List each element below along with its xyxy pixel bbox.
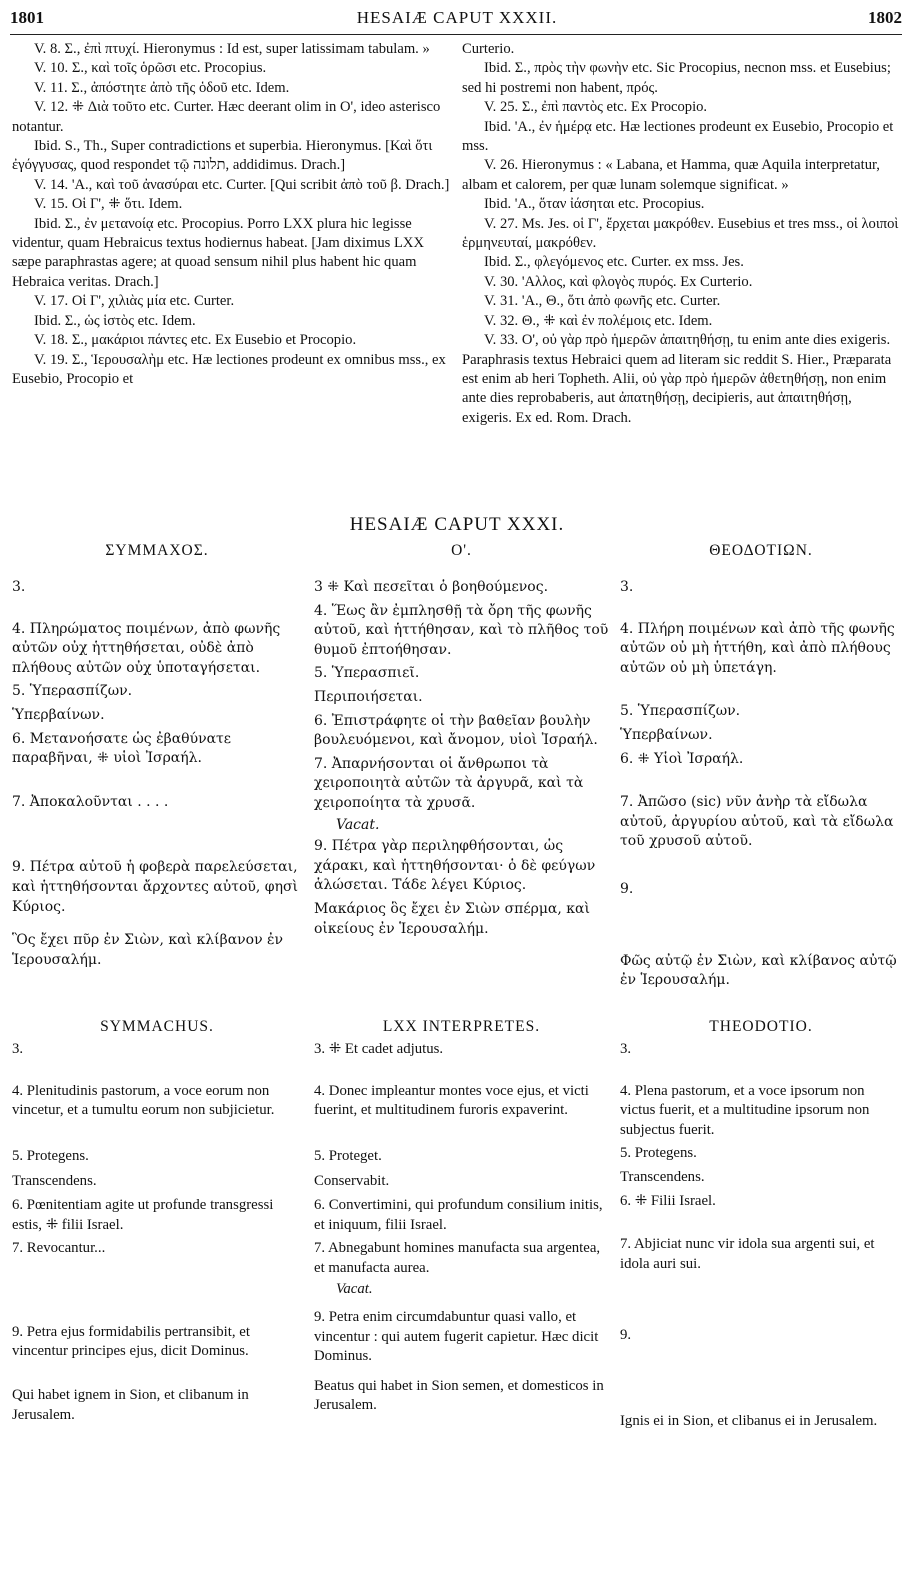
verse: 9. Petra ejus formidabilis pertransibit, et vincentur principes ejus, dicit Dominus.: [12, 1323, 250, 1360]
verse: 4. Donec impleantur montes voce ejus, et victi fuerint, et multitudinem furoris expaverint.: [314, 1082, 589, 1119]
running-title: HESAIÆ CAPUT XXXII.: [356, 8, 558, 27]
verse: 7. Abnegabunt homines manufacta sua argentea, et manufacta aurea.: [314, 1240, 601, 1276]
latin-head-theodotion: THEODOTIO.: [709, 1018, 813, 1035]
verse: 3 ⁜ Καὶ πεσεῖται ὁ βοηθούμενος.: [314, 579, 549, 595]
verse: Ὃς ἔχει πῦρ ἐν Σιὼν, καὶ κλίβανον ἐν Ἱερουσαλήμ.: [12, 932, 284, 968]
notes-column-right: [462, 40, 902, 428]
note: Ibid. Σ., πρὸς τὴν φωνὴν etc. Sic Procopius, necnon mss. et Eusebius; sed hi postremi non habent, πρός.: [462, 60, 891, 96]
note: V. 33. O', οὐ γὰρ πρὸ ἡμερῶν ἀπαιτηθήσῃ, tu enim ante dies exigeris. Paraphrasis textus Hebraici quem ad literam sic reddit S. Hier., Præparata est enim ab heri Topheth. Alii, οὐ γὰρ πρὸ ἡμερῶν ἀθετηθήσῃ, non enim ante dies reprobaberis, aut ἀπατηθήσῃ, decipieris, aut ἀπαιτηθήσῃ, exigeris. Ex ed. Rom. Drach.: [462, 332, 892, 426]
verse: 7. Ἀπῶσο (sic) νῦν ἀνὴρ τὰ εἴδωλα αὐτοῦ, ἀργυρίου αὐτοῦ, καὶ τὰ εἴδωλα τοῦ χρυσοῦ αὐτοῦ.: [620, 794, 894, 850]
verse: 3.: [620, 1041, 632, 1057]
verse: 3.: [620, 579, 634, 595]
running-header: [0, 8, 914, 32]
verse: 9. Πέτρα γὰρ περιληφθήσονται, ὡς χάρακι, καὶ ἡττηθήσονται· ὁ δὲ φεύγων ἁλώσεται. Τάδε λέγει Κύριος.: [314, 838, 596, 894]
verse: Conservabit.: [314, 1173, 390, 1190]
verse: 9.: [620, 1327, 632, 1344]
verse: 3. ⁜ Et cadet adjutus.: [314, 1041, 444, 1057]
note: Curterio.: [462, 41, 515, 57]
latin-head-lxx: LXX INTERPRETES.: [382, 1018, 541, 1035]
verse: 4. Plenitudinis pastorum, a voce eorum non vincetur, et a tumultu eorum non subjicietur.: [12, 1082, 275, 1119]
note: Ibid. Σ., ἐν μετανοίᾳ etc. Procopius. Porro LXX plura hic legisse videntur, quam Hebraicus textus hodiernus habeat. [Jam diximus LXX sæpe paraphrastas agere; at quoad sensum nihil plus habent hic quam Hebraica veritas. Drach.]: [12, 215, 425, 290]
latin-column-lxx: [314, 1040, 609, 1416]
note: V. 15. Οἱ Γ', ⁜ ὅτι. Idem.: [34, 196, 183, 213]
verse: Φῶς αὐτῷ ἐν Σιὼν, καὶ κλίβανος αὐτῷ ἐν Ἱερουσαλήμ.: [620, 952, 897, 989]
greek-head-theodotion: ΘΕΟΔΟΤΙΩΝ.: [709, 542, 813, 559]
verse: 4. Πληρώματος ποιμένων, ἀπὸ φωνῆς αὐτῶν οὐχ ἡττηθήσεται, οὐδὲ ἀπὸ πλήθους αὐτῶν οὐχ ὑποταγήσεται.: [12, 620, 281, 676]
verse: 6. Μετανοήσατε ὡς ἐβαθύνατε παραβῆναι, ⁜ υἱοὶ Ἰσραήλ.: [12, 730, 232, 767]
verse: 9. Πέτρα αὐτοῦ ἡ φοβερὰ παρελεύσεται, καὶ ἡττηθήσονται ἄρχοντες αὐτοῦ, φησὶ Κύριος.: [12, 859, 299, 915]
verse: 7. Ἀπαρνήσονται οἱ ἄνθρωποι τὰ χειροποιητὰ αὐτῶν τὰ ἀργυρᾶ, καὶ τὰ χειροποίητα τὰ χρυσᾶ.: [314, 755, 584, 811]
verse: 9.: [620, 880, 634, 897]
note: V. 25. Σ., ἐπὶ παντὸς etc. Ex Procopio.: [484, 99, 708, 116]
verse: 6. Ἐπιστράφητε οἱ τὴν βαθεῖαν βουλὴν βουλευόμενοι, καὶ ἄνομον, υἱοὶ Ἰσραήλ.: [314, 712, 598, 749]
verse: Transcendens.: [12, 1173, 97, 1190]
verse: 7. Revocantur...: [12, 1240, 106, 1257]
verse: Beatus qui habet in Sion semen, et domesticos in Jerusalem.: [314, 1377, 604, 1414]
verse: 4. Plena pastorum, et a voce ipsorum non victus fuerit, et a multitudine ipsorum non subjectus fuerit.: [620, 1082, 870, 1138]
verse: 5. Ὑπερασπίζων.: [12, 683, 133, 700]
verse: Μακάριος ὃς ἔχει ἐν Σιὼν σπέρμα, καὶ οἰκείους ἐν Ἱερουσαλήμ.: [314, 900, 590, 937]
note: V. 8. Σ., ἐπὶ πτυχί. Hieronymus : Id est, super latissimam tabulam. »: [34, 41, 430, 57]
note: V. 19. Σ., Ἱερουσαλὴμ etc. Hæ lectiones prodeunt ex omnibus mss., ex Eusebio, Procopio et: [12, 351, 446, 387]
verse: Περιποιήσεται.: [314, 688, 423, 705]
verse: 5. Protegens.: [12, 1147, 89, 1164]
greek-column-lxx: [314, 578, 609, 939]
greek-head-lxx: Ο'.: [451, 542, 472, 559]
vacat-note: Vacat.: [336, 1281, 373, 1298]
verse: Ὑπερβαίνων.: [620, 726, 713, 743]
note: V. 26. Hieronymus : « Labana, et Hamma, quæ Aquila interpretatur, albam et calorem, per quæ lunam solemque significat. »: [462, 157, 880, 193]
note: V. 27. Ms. Jes. οἱ Γ', ἔρχεται μακρόθεν. Eusebius et tres mss., οἱ λοιποὶ ἑρμηνευταί, μακρόθεν.: [462, 215, 899, 252]
note: V. 31. 'Α., Θ., ὅτι ἀπὸ φωνῆς etc. Curter.: [484, 293, 721, 310]
note: Ibid. S., Th., Super contradictions et superbia. Hieronymus. [Καὶ ὅτι ἐγόγγυσας, quod respondet τῷ ‍תלונה‎, addidimus. Drach.]: [12, 138, 433, 174]
greek-column-symmachus: [12, 578, 302, 970]
notes-column-left: [12, 40, 452, 389]
section-title: HESAIÆ CAPUT XXXI.: [349, 514, 565, 535]
verse: 6. ⁜ Υἱοὶ Ἰσραήλ.: [620, 750, 744, 767]
verse: 5. Ὑπερασπιεῖ.: [314, 665, 420, 682]
verse: Ὑπερβαίνων.: [12, 706, 105, 723]
note: V. 17. Οἱ Γ', χιλιὰς μία etc. Curter.: [34, 293, 235, 310]
note: Ibid. Σ., ὡς ἱστὸς etc. Idem.: [34, 312, 196, 329]
verse: 6. Convertimini, qui profundum consilium initis, et iniquum, filii Israel.: [314, 1196, 603, 1233]
note: Ibid. 'Α., ἐν ἡμέρᾳ etc. Hæ lectiones prodeunt ex Eusebio, Procopio et mss.: [462, 118, 894, 155]
page-number-right: 1802: [868, 8, 902, 27]
verse: 9. Petra enim circumdabuntur quasi vallo, et vincentur : qui autem fugerit capietur. Hæc dicit Dominus.: [314, 1308, 599, 1365]
verse: Transcendens.: [620, 1168, 705, 1185]
vacat-note: Vacat.: [336, 816, 380, 833]
note: V. 18. Σ., μακάριοι πάντες etc. Ex Eusebio et Procopio.: [34, 332, 357, 349]
verse: 4. Πλήρη ποιμένων καὶ ἀπὸ τῆς φωνῆς αὐτῶν οὐ μὴ ἡττήθη, καὶ ἀπὸ πλήθους αὐτῶν οὐ μὴ ὑπετάγη.: [620, 620, 895, 676]
note: V. 32. Θ., ⁜ καὶ ἐν πολέμοις etc. Idem.: [484, 312, 713, 329]
verse: 5. Proteget.: [314, 1147, 382, 1164]
greek-head-symmachus: ΣΥΜΜΑΧΟΣ.: [105, 542, 209, 559]
note: V. 12. ⁜ Διὰ τοῦτο etc. Curter. Hæc deerant olim in O', ideo asterisco notantur.: [12, 99, 441, 135]
header-rule: [10, 34, 902, 35]
verse: Qui habet ignem in Sion, et clibanum in Jerusalem.: [12, 1386, 249, 1423]
verse: 7. Ἀποκαλοῦνται . . . .: [12, 793, 169, 810]
latin-head-symmachus: SYMMACHUS.: [100, 1018, 214, 1035]
verse: 6. ⁜ Filii Israel.: [620, 1192, 716, 1209]
note: V. 10. Σ., καὶ τοῖς ὁρῶσι etc. Procopius.: [34, 60, 267, 77]
verse: 5. Protegens.: [620, 1145, 697, 1162]
verse: 6. Pœnitentiam agite ut profunde transgressi estis, ⁜ filii Israel.: [12, 1196, 274, 1233]
verse: Ignis ei in Sion, et clibanus ei in Jerusalem.: [620, 1412, 878, 1429]
note: Ibid. 'Α., ὅταν ἰάσηται etc. Procopius.: [484, 196, 705, 213]
note: V. 30. 'Αλλος, καὶ φλογὸς πυρός. Ex Curterio.: [484, 273, 753, 290]
greek-column-theodotion: [620, 578, 902, 991]
verse: 5. Ὑπερασπίζων.: [620, 703, 741, 720]
verse: 4. Ἕως ἂν ἐμπλησθῇ τὰ ὄρη τῆς φωνῆς αὐτοῦ, καὶ ἡττήθησαν, καὶ τὸ πλῆθος τοῦ θυμοῦ ἐπτοήθησαν.: [314, 602, 609, 658]
note: V. 14. 'Α., καὶ τοῦ ἀνασύραι etc. Curter. [Qui scribit ἀπὸ τοῦ β. Drach.]: [34, 176, 450, 193]
verse: 7. Abjiciat nunc vir idola sua argenti sui, et idola auri sui.: [620, 1236, 875, 1272]
latin-column-theodotion: [620, 1040, 902, 1432]
verse: 3.: [12, 1041, 24, 1057]
note: Ibid. Σ., φλεγόμενος etc. Curter. ex mss. Jes.: [484, 254, 744, 271]
verse: 3.: [12, 579, 26, 595]
page-number-left: 1801: [10, 8, 44, 27]
note: V. 11. Σ., ἀπόστητε ἀπὸ τῆς ὁδοῦ etc. Idem.: [34, 79, 290, 96]
latin-column-symmachus: [12, 1040, 302, 1425]
